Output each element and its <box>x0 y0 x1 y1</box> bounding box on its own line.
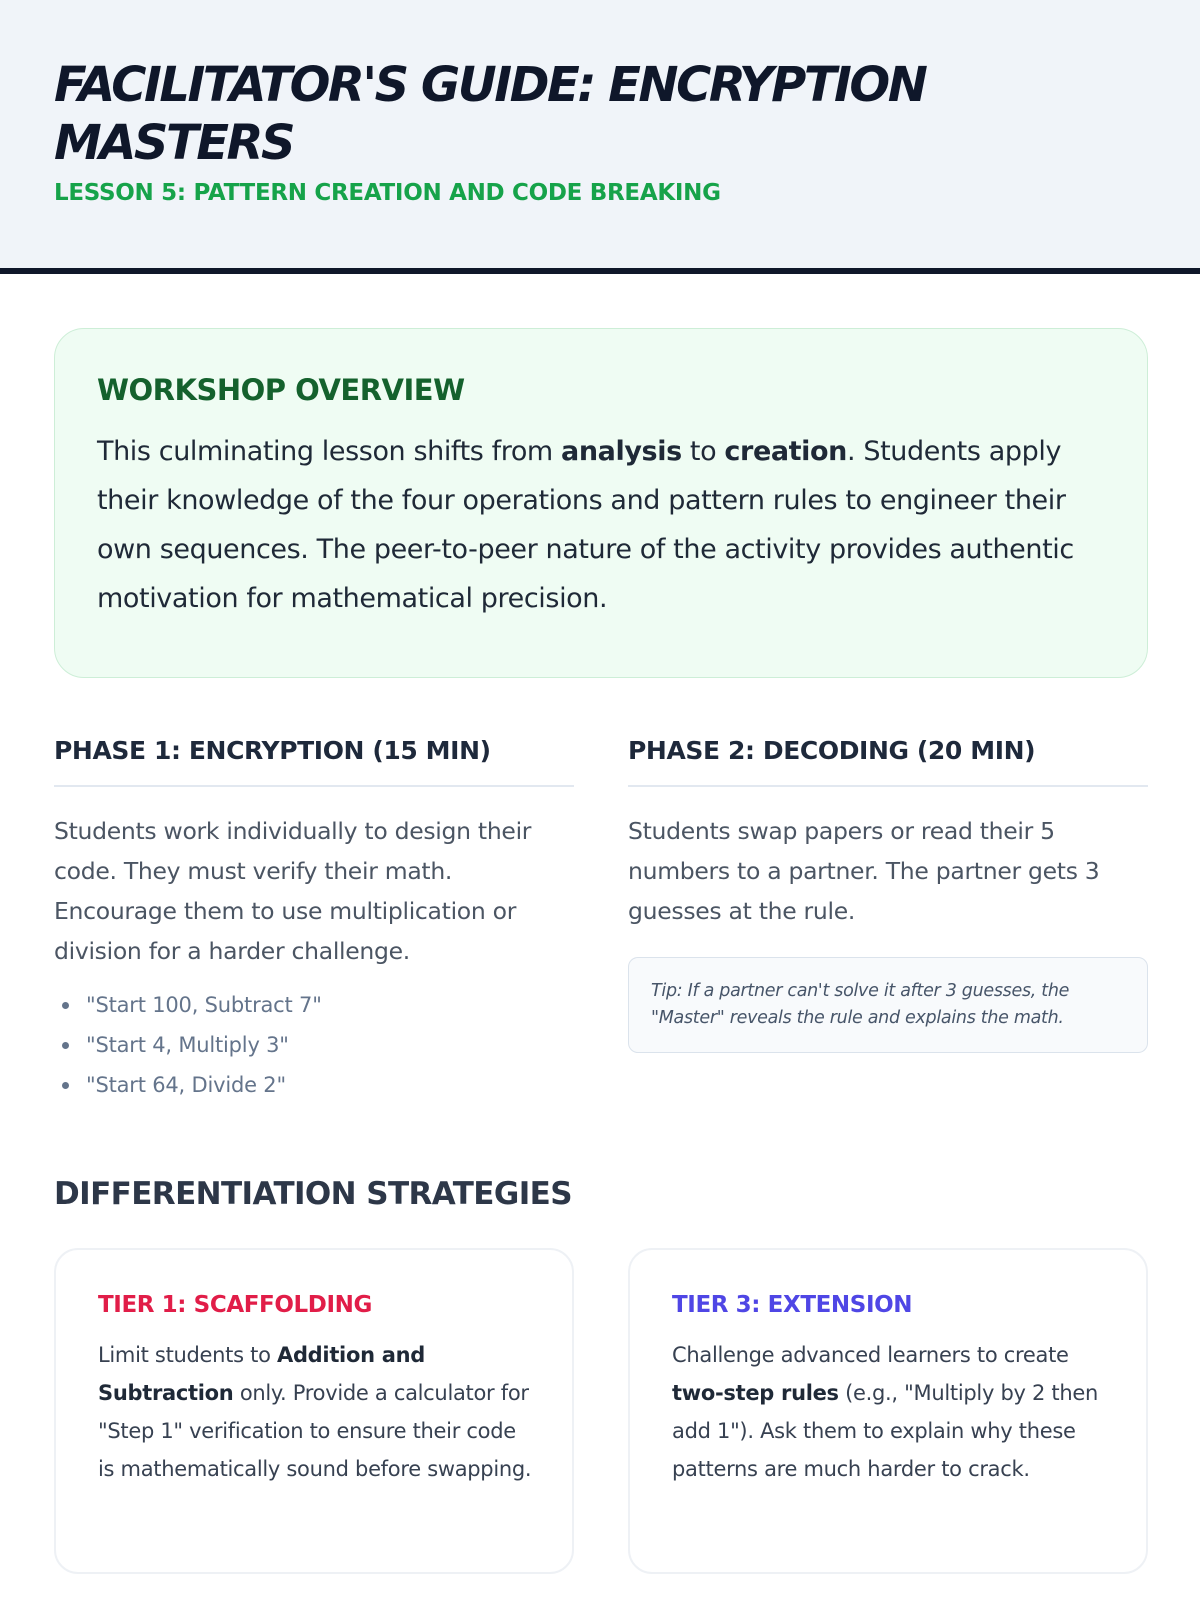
tier-3-card <box>628 1248 1148 1574</box>
phase-1-examples-list <box>54 985 574 1105</box>
phase-1-section <box>54 736 574 1105</box>
page-title: FACILITATOR'S GUIDE: ENCRYPTION MASTERS <box>54 57 926 171</box>
tier-1-text-part: only. Provide a calculator for "Step 1" verification to ensure their code is mathematically sound before swapping. <box>98 1381 532 1481</box>
tier-1-heading: TIER 1: SCAFFOLDING <box>98 1292 372 1318</box>
list-item: "Start 4, Multiply 3" <box>54 1025 574 1065</box>
tier-1-card <box>54 1248 574 1574</box>
tier-3-heading: TIER 3: EXTENSION <box>672 1292 913 1318</box>
tier-3-text <box>672 1336 1106 1488</box>
overview-text-part: This culminating lesson shifts from <box>97 436 562 467</box>
differentiation-heading: DIFFERENTIATION STRATEGIES <box>54 1176 572 1212</box>
tier-3-text-part: (e.g., "Multiply by 2 then add 1"). Ask them to explain why these patterns are much harder to crack. <box>672 1381 1098 1481</box>
tip-box: Tip: If a partner can't solve it after 3 guesses, the "Master" reveals the rule and explains the math. <box>628 957 1148 1053</box>
overview-bold-analysis: analysis <box>561 436 682 467</box>
tier-1-text <box>98 1336 532 1488</box>
overview-bold-creation: creation <box>724 436 848 467</box>
page-header <box>0 0 1200 274</box>
overview-text-part: to <box>681 436 725 467</box>
phase-2-heading: PHASE 2: DECODING (20 MIN) <box>628 736 1148 787</box>
phase-1-text: Students work individually to design their code. They must verify their math. Encourage them to use multiplication or division for a harder challenge. <box>54 817 532 965</box>
tier-3-bold: two-step rules <box>672 1381 839 1405</box>
overview-heading: WORKSHOP OVERVIEW <box>97 373 465 407</box>
list-item: "Start 100, Subtract 7" <box>54 985 574 1025</box>
overview-text-part: . Students apply their knowledge of the four operations and pattern rules to engineer their own sequences. The peer-to-peer nature of the activity provides authentic motivation for mathematical precision. <box>97 436 1074 614</box>
tier-3-text-part: Challenge advanced learners to create <box>672 1343 1069 1367</box>
tier-1-text-part: Limit students to <box>98 1343 277 1367</box>
workshop-overview-card <box>54 328 1148 678</box>
tier-1-bold: Addition and Subtraction <box>98 1343 425 1405</box>
phase-2-section <box>628 736 1148 1053</box>
phase-1-heading: PHASE 1: ENCRYPTION (15 MIN) <box>54 736 574 787</box>
phase-2-text: Students swap papers or read their 5 numbers to a partner. The partner gets 3 guesses at the rule. <box>628 817 1100 925</box>
page-subtitle: LESSON 5: PATTERN CREATION AND CODE BREAKING <box>54 180 721 206</box>
list-item: "Start 64, Divide 2" <box>54 1065 574 1105</box>
overview-text <box>97 427 1105 623</box>
